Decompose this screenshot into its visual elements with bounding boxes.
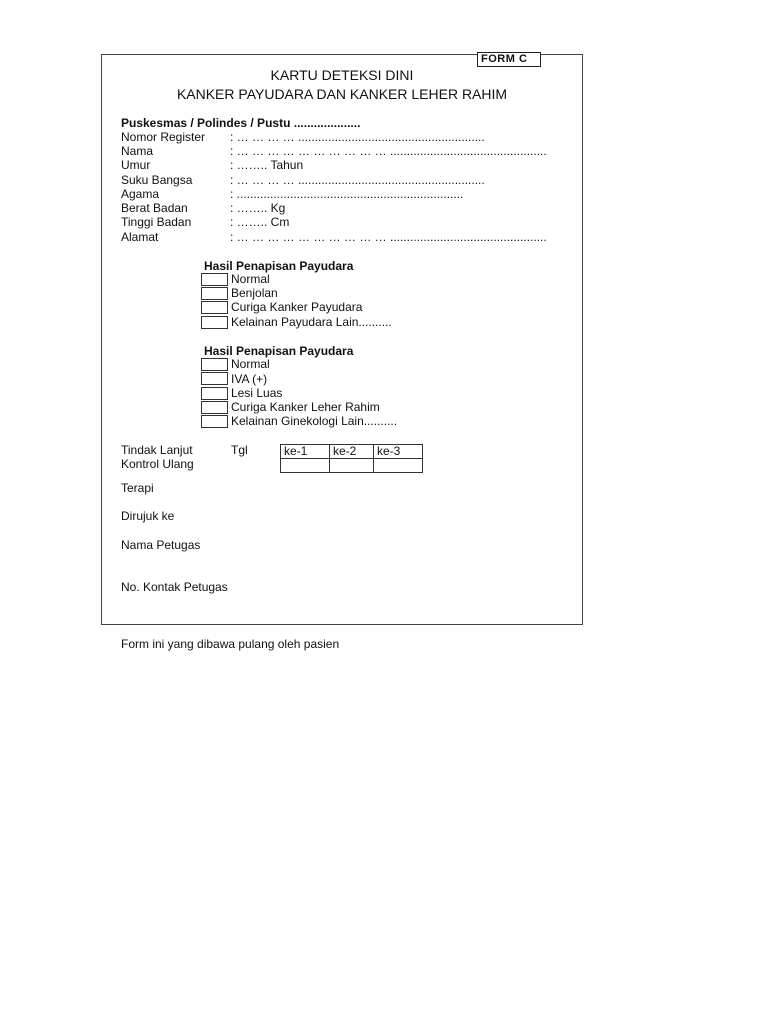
breast-section-heading: Hasil Penapisan Payudara	[204, 259, 354, 273]
field-value: : … … … … … … … … … … ...............................................	[230, 230, 547, 244]
field-label: Nomor Register	[121, 130, 206, 144]
checkbox[interactable]	[201, 387, 228, 400]
field-label: Alamat	[121, 230, 159, 244]
column-header: ke-2	[330, 445, 374, 459]
field-value: : … … … … … … … … … … ...............................................	[230, 144, 547, 158]
date-cell[interactable]	[374, 459, 423, 473]
date-cell[interactable]	[330, 459, 374, 473]
date-label: Tgl	[231, 443, 248, 457]
option-label: Lesi Luas	[231, 386, 283, 400]
option-label: Normal	[231, 272, 270, 286]
field-value: : … … … … ........................................................	[230, 130, 485, 144]
therapy-label: Terapi	[121, 481, 154, 495]
option-label: IVA (+)	[231, 372, 268, 386]
referral-label: Dirujuk ke	[121, 509, 175, 523]
field-label: Tinggi Badan	[121, 215, 192, 229]
followup-label: Tindak Lanjut	[121, 443, 193, 457]
form-code-badge: FORM C	[477, 52, 541, 67]
option-label: Curiga Kanker Leher Rahim	[231, 400, 380, 414]
control-date-table	[280, 444, 423, 473]
facility-line: Puskesmas / Polindes / Pustu ....................	[121, 116, 361, 130]
field-label: Nama	[121, 144, 154, 158]
checkbox[interactable]	[201, 287, 228, 300]
checkbox[interactable]	[201, 372, 228, 385]
field-value: : …….. Kg	[230, 201, 286, 215]
option-label: Kelainan Ginekologi Lain..........	[231, 414, 398, 428]
checkbox[interactable]	[201, 273, 228, 286]
officer-contact-label: No. Kontak Petugas	[121, 580, 228, 594]
field-label: Suku Bangsa	[121, 173, 193, 187]
field-value: : ....................................................................	[230, 187, 464, 201]
field-label: Berat Badan	[121, 201, 188, 215]
option-label: Normal	[231, 357, 270, 371]
checkbox[interactable]	[201, 415, 228, 428]
field-value: : … … … … ........................................................	[230, 173, 485, 187]
field-label: Agama	[121, 187, 160, 201]
option-label: Benjolan	[231, 286, 278, 300]
form-title: KARTU DETEKSI DINI	[270, 67, 414, 83]
field-value: : …….. Tahun	[230, 158, 304, 172]
field-value: : …….. Cm	[230, 215, 290, 229]
footnote: Form ini yang dibawa pulang oleh pasien	[121, 637, 340, 651]
officer-name-label: Nama Petugas	[121, 538, 201, 552]
cervix-section-heading: Hasil Penapisan Payudara	[204, 344, 354, 358]
column-header: ke-1	[281, 445, 330, 459]
column-header: ke-3	[374, 445, 423, 459]
checkbox[interactable]	[201, 358, 228, 371]
option-label: Curiga Kanker Payudara	[231, 300, 363, 314]
date-cell[interactable]	[281, 459, 330, 473]
field-label: Umur	[121, 158, 151, 172]
option-label: Kelainan Payudara Lain..........	[231, 315, 392, 329]
checkbox[interactable]	[201, 316, 228, 329]
checkbox[interactable]	[201, 301, 228, 314]
control-label: Kontrol Ulang	[121, 457, 194, 471]
checkbox[interactable]	[201, 401, 228, 414]
form-subtitle: KANKER PAYUDARA DAN KANKER LEHER RAHIM	[176, 86, 508, 102]
